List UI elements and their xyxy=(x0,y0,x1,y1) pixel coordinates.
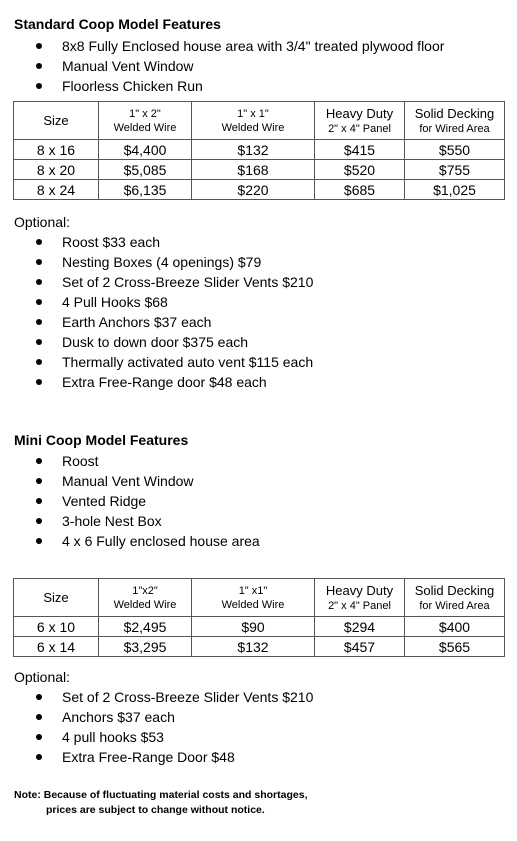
mini-price-table xyxy=(13,578,505,657)
table-cell: $565 xyxy=(405,637,505,657)
table-row xyxy=(14,617,505,637)
header-1x2-welded-wire: 1"x2" Welded Wire xyxy=(99,579,192,617)
table-header-row xyxy=(14,579,505,617)
table-cell: $520 xyxy=(315,160,405,180)
table-cell: $4,400 xyxy=(99,140,192,160)
bullet-icon xyxy=(36,239,42,245)
header-1x1-welded-wire: 1" x 1" Welded Wire xyxy=(192,102,315,140)
header-solid-decking: Solid Decking for Wired Area xyxy=(405,102,505,140)
bullet-icon xyxy=(36,754,42,760)
price-change-note xyxy=(14,788,307,818)
table-cell: 8 x 20 xyxy=(14,160,99,180)
bullet-icon xyxy=(36,498,42,504)
table-cell: $132 xyxy=(192,637,315,657)
header-1x1-welded-wire: 1" x1" Welded Wire xyxy=(192,579,315,617)
bullet-icon xyxy=(36,518,42,524)
bullet-icon xyxy=(36,478,42,484)
table-cell: 8 x 16 xyxy=(14,140,99,160)
table-cell: $168 xyxy=(192,160,315,180)
table-cell: $755 xyxy=(405,160,505,180)
table-cell: $2,495 xyxy=(99,617,192,637)
header-size: Size xyxy=(14,579,99,617)
bullet-icon xyxy=(36,43,42,49)
table-cell: $400 xyxy=(405,617,505,637)
table-cell: 6 x 10 xyxy=(14,617,99,637)
note-line-2: prices are subject to change without notice. xyxy=(46,804,265,816)
table-cell: $90 xyxy=(192,617,315,637)
table-cell: $415 xyxy=(315,140,405,160)
bullet-icon xyxy=(36,319,42,325)
header-1x2-welded-wire: 1" x 2" Welded Wire xyxy=(99,102,192,140)
note-line-1: Note: Because of fluctuating material costs and shortages, xyxy=(14,789,308,801)
bullet-icon xyxy=(36,714,42,720)
header-size: Size xyxy=(14,102,99,140)
table-cell: 8 x 24 xyxy=(14,180,99,200)
table-cell: $685 xyxy=(315,180,405,200)
table-header-row xyxy=(14,102,505,140)
table-row xyxy=(14,160,505,180)
table-cell: $1,025 xyxy=(405,180,505,200)
bullet-icon xyxy=(36,279,42,285)
standard-price-table xyxy=(13,101,505,200)
table-cell: $294 xyxy=(315,617,405,637)
header-heavy-duty: Heavy Duty 2" x 4" Panel xyxy=(315,579,405,617)
table-cell: $6,135 xyxy=(99,180,192,200)
header-solid-decking: Solid Decking for Wired Area xyxy=(405,579,505,617)
bullet-icon xyxy=(36,538,42,544)
bullet-icon xyxy=(36,458,42,464)
table-cell: $132 xyxy=(192,140,315,160)
bullet-icon xyxy=(36,359,42,365)
standard-coop-title: Standard Coop Model Features xyxy=(14,16,221,32)
bullet-icon xyxy=(36,339,42,345)
bullet-icon xyxy=(36,379,42,385)
bullet-icon xyxy=(36,259,42,265)
table-cell: $550 xyxy=(405,140,505,160)
header-heavy-duty: Heavy Duty 2" x 4" Panel xyxy=(315,102,405,140)
table-row xyxy=(14,140,505,160)
table-cell: $220 xyxy=(192,180,315,200)
table-cell: $3,295 xyxy=(99,637,192,657)
mini-optional-label: Optional: xyxy=(14,669,71,685)
table-cell: $457 xyxy=(315,637,405,657)
bullet-icon xyxy=(36,83,42,89)
standard-optional-label: Optional: xyxy=(14,214,71,230)
table-row xyxy=(14,180,505,200)
bullet-icon xyxy=(36,63,42,69)
table-cell: $5,085 xyxy=(99,160,192,180)
bullet-icon xyxy=(36,734,42,740)
bullet-icon xyxy=(36,694,42,700)
table-row xyxy=(14,637,505,657)
bullet-icon xyxy=(36,299,42,305)
table-cell: 6 x 14 xyxy=(14,637,99,657)
mini-coop-title: Mini Coop Model Features xyxy=(14,432,189,448)
